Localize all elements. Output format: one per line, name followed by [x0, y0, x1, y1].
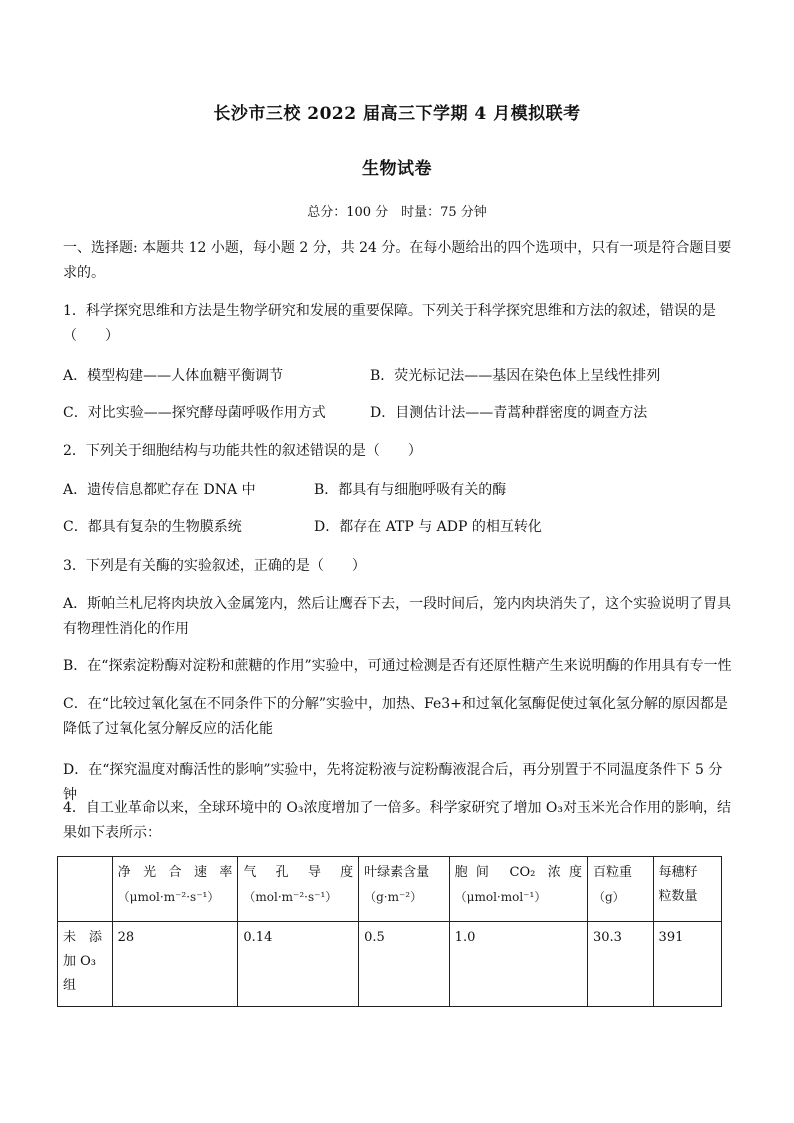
question-1-option-d: D．目测估计法——青蒿种群密度的调查方法 — [370, 405, 648, 421]
question-2-stem: 2．下列关于细胞结构与功能共性的叙述错误的是（ ） — [63, 443, 422, 459]
exam-subtitle: 生物试卷 — [362, 159, 432, 179]
section-intro: 一、选择题: 本题共 12 小题，每小题 2 分，共 24 分。在每小题给出的四个选项中，只有一项是符合题目要求的。 — [63, 240, 732, 281]
table-row — [58, 922, 722, 1007]
table-header-cell: 胞间 CO₂ 浓度 （μmol·mol⁻¹） — [449, 857, 587, 922]
question-3-option-c: C．在“比较过氧化氢在不同条件下的分解”实验中，加热、Fe3+和过氧化氢酶促使过氧化氢分解的原因都是降低了过氧化氢分解反应的活化能 — [63, 696, 728, 737]
table-header-cell: 净光合速率 （μmol·m⁻²·s⁻¹） — [112, 857, 238, 922]
table-cell: 28 — [112, 922, 238, 1007]
table-header-cell: 每穗籽 粒数量 — [653, 857, 721, 922]
question-2-option-d: D．都存在 ATP 与 ADP 的相互转化 — [314, 519, 542, 535]
table-header-cell: 百粒重 （g） — [587, 857, 653, 922]
table-header-row — [58, 857, 722, 922]
question-1-option-b: B．荧光标记法——基因在染色体上呈线性排列 — [370, 368, 661, 384]
question-1-option-c: C．对比实验——探究酵母菌呼吸作用方式 — [63, 405, 326, 421]
table-header-cell: 气孔导度 （mol·m⁻²·s⁻¹） — [238, 857, 359, 922]
exam-title: 长沙市三校 2022 届高三下学期 4 月模拟联考 — [213, 104, 581, 124]
question-3-option-d: D．在“探究温度对酶活性的影响”实验中，先将淀粉液与淀粉酶液混合后，再分别置于不同温度条件下 5 分钟 — [63, 762, 723, 803]
table-cell: 1.0 — [449, 922, 587, 1007]
question-3-stem: 3．下列是有关酶的实验叙述，正确的是（ ） — [63, 558, 366, 574]
question-2-option-c: C．都具有复杂的生物膜系统 — [63, 519, 242, 535]
question-1-stem: 1．科学探究思维和方法是生物学研究和发展的重要保障。下列关于科学探究思维和方法的叙述，错误的是（ ） — [63, 303, 716, 344]
table-cell: 0.14 — [238, 922, 359, 1007]
exam-meta: 总分：100 分 时量：75 分钟 — [307, 205, 487, 220]
table-cell: 0.5 — [359, 922, 450, 1007]
table-row-label: 未 添 加 O₃ 组 — [58, 922, 113, 1007]
table-cell: 30.3 — [587, 922, 653, 1007]
question-4-stem: 4．自工业革命以来，全球环境中的 O₃浓度增加了一倍多。科学家研究了增加 O₃对玉米光合作用的影响，结果如下表所示： — [63, 800, 731, 841]
question-3-option-a: A．斯帕兰札尼将肉块放入金属笼内，然后让鹰吞下去，一段时间后，笼内肉块消失了，这个实验说明了胃具有物理性消化的作用 — [63, 596, 732, 637]
table-cell: 391 — [653, 922, 721, 1007]
question-2-option-a: A．遗传信息都贮存在 DNA 中 — [63, 482, 256, 498]
table-header-cell: 叶绿素含量 （g·m⁻²） — [359, 857, 450, 922]
question-2-option-b: B．都具有与细胞呼吸有关的酶 — [314, 482, 507, 498]
question-1-option-a: A．模型构建——人体血糖平衡调节 — [63, 368, 284, 384]
table-corner-cell — [58, 857, 113, 922]
results-table — [57, 856, 722, 1007]
question-3-option-b: B．在“探索淀粉酶对淀粉和蔗糖的作用”实验中，可通过检测是否有还原性糖产生来说明酶的作用具有专一性 — [63, 658, 732, 674]
